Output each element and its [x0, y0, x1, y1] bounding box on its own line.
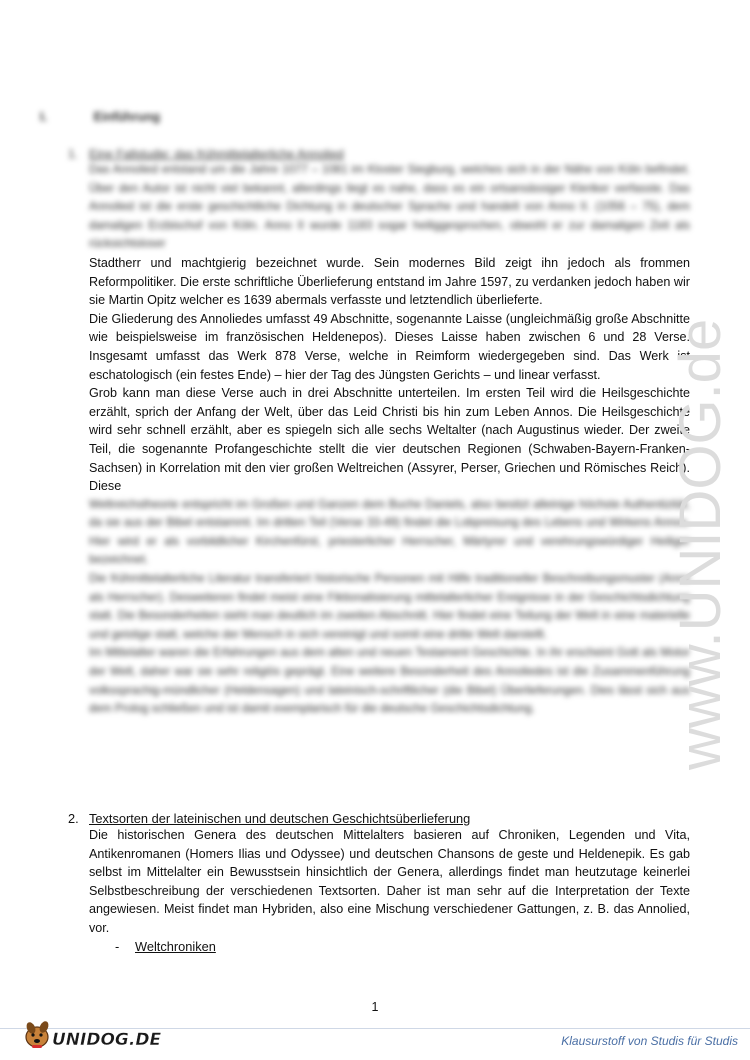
- section-2-title: Textsorten der lateinischen und deutschen Geschichtsüberlieferung: [89, 811, 471, 826]
- paragraph-2: Die Gliederung des Annoliedes umfasst 49 Abschnitte, sogenannte Laisse (ungleichmäßig große Abschnitte wie beispielsweise im französischen Heldenepos). Dieses Laisse haben zwischen 6 und 28 Verse. Insgesamt umfasst das Werk 878 Verse, welche in Reimform wiedergegeben sind. Das Werk ist eschatologisch (ein festes Ende) – hier der Tag des Jüngsten Gerichts – und linear verfasst.: [89, 311, 690, 382]
- section-1-number: 1.: [68, 147, 79, 161]
- chapter-title: Einführung: [93, 110, 161, 124]
- blurred-paragraph-3: Im Mittelalter waren die Erfahrungen aus dem alten und neuen Testament Geschichte. In ihr erscheint Gott als Motor der Welt, daher war sie sehr religiös geprägt. Eine weitere Besonderheit des Annoliedes ist die Zusammenführung volkssprachig-mündlicher (Heldensagen) und lateinisch-schriftlicher (die Bibel) Überlieferungen. Dies lässt sich aus dem Prolog schließen und ist damit exemplarisch für die deutsche Geschichtsdichtung.: [89, 646, 690, 716]
- section-2-heading: [68, 811, 690, 826]
- list-dash: -: [115, 938, 120, 954]
- logo-text: UNIDOG.DE: [52, 1030, 162, 1050]
- sub-list: [115, 938, 690, 957]
- paragraph-3: Grob kann man diese Verse auch in drei Abschnitte unterteilen. Im ersten Teil wird die Heilsgeschichte erzählt, sprich der Anfang der Welt, über das Leid Christi bis hin zum Leben Annos. Die Heilsgeschichte wird sehr schnell erzählt, aber es spiegeln sich alle sechs Weltalter (nach Augustinus wieder. Der zweite Teil, die sogenannte Profangeschichte stellt die vier deutschen Regionen (Schwaben-Bayern-Franken-Sachsen) in Korrelation mit den vier großen Weltreichen (Assyrer, Perser, Griechen und Römisches Reich). Diese: [89, 386, 690, 494]
- watermark: [640, 250, 750, 780]
- section-1-heading: [68, 147, 690, 161]
- dog-mascot-icon: [25, 1020, 50, 1048]
- blurred-paragraph-2: Die frühmittelalterliche Literatur transferiert historische Personen mit Hilfe traditioneller Beschreibungsmuster (Anno als Herrscher). Desweiteren findet meist eine Fiktionalisierung mittelalterlicher Ereignisse in der Geschichtsdichtung statt. Die Besonderheiten sieht man deutlich im zweiten Abschnitt. Hier findet eine Teilung der Welt in eine materielle und geistige statt, welche der Mensch in sich vereinigt und somit eine dritte Welt darstellt.: [89, 572, 690, 641]
- section-2-number: 2.: [68, 811, 79, 826]
- unidog-logo: [22, 1015, 172, 1053]
- list-item: Weltchroniken: [135, 938, 216, 954]
- blurred-intro-paragraph: Das Annolied entstand um die Jahre 1077 – 1081 im Kloster Siegburg, welches sich in der Nähe von Köln befindet. Über den Autor ist nicht viel bekannt, allerdings liegt es nahe, dass es ein ortsansässiger Kleriker verfasste. Das Annolied ist die erste geschichtliche Dichtung in deutscher Sprache und handelt von Anno II. (1056 – 75), dem damaligen Erzbischof von Köln. Anno II wurde 1183 sogar heiliggesprochen, obwohl er zur damaligen Zeit als rücksichtsloser: [89, 163, 690, 251]
- blurred-paragraph-1: Weltreichstheorie entspricht im Großen und Ganzen dem Buche Daniels, also besitzt alleinige höchste Authentizität, da sie aus der Bibel entstammt. Im dritten Teil (Verse 33-49) findet die Lobpreisung des Lebens und Wirkens Annos. Hier wird er als vorbildlicher Kirchenfürst, priesterlicher Herrscher, Märtyrer und verehrungswürdiger Heiliger bezeichnet.: [89, 497, 690, 567]
- section-1-body: [89, 161, 690, 719]
- section-1: [68, 147, 690, 719]
- section-2-body: [89, 826, 690, 938]
- section-1-title: Eine Fallstudie: das frühmittelalterliche Annolied: [89, 147, 344, 161]
- footer-tagline: Klausurstoff von Studis für Studis: [561, 1034, 738, 1048]
- chapter-heading: [40, 110, 160, 124]
- section-2-paragraph: Die historischen Genera des deutschen Mittelalters basieren auf Chroniken, Legenden und Vita, Antikenromanen (Homers Ilias und Odyssee) und deutschen Chansons de geste und Heldenepik. Es gab selbst im Mittelalter ein Bewusstsein hinsichtlich der Genera, allerdings findet man heutzutage keinerlei Selbstbeschreibung der verschiedenen Textsorten. Daher ist man sehr auf die Interpretation der Texte angewiesen. Meist findet man Hybriden, also eine Mischung verschiedener Gattungen, z. B. das Annolied, vor.: [89, 828, 690, 935]
- page-number: 1: [371, 1000, 379, 1014]
- watermark-text: www.UNIDOG.de: [668, 318, 733, 770]
- chapter-number: I.: [40, 110, 47, 124]
- section-2: [68, 811, 690, 956]
- paragraph-1: Stadtherr und machtgierig bezeichnet wurde. Sein modernes Bild zeigt ihn jedoch als frommen Reformpolitiker. Die erste schriftliche Überlieferung entstand im Jahre 1597, zu verdanken jedoch haben wir sie Martin Opitz welcher es 1639 abermals verfasste und letztendlich überlieferte.: [89, 255, 690, 308]
